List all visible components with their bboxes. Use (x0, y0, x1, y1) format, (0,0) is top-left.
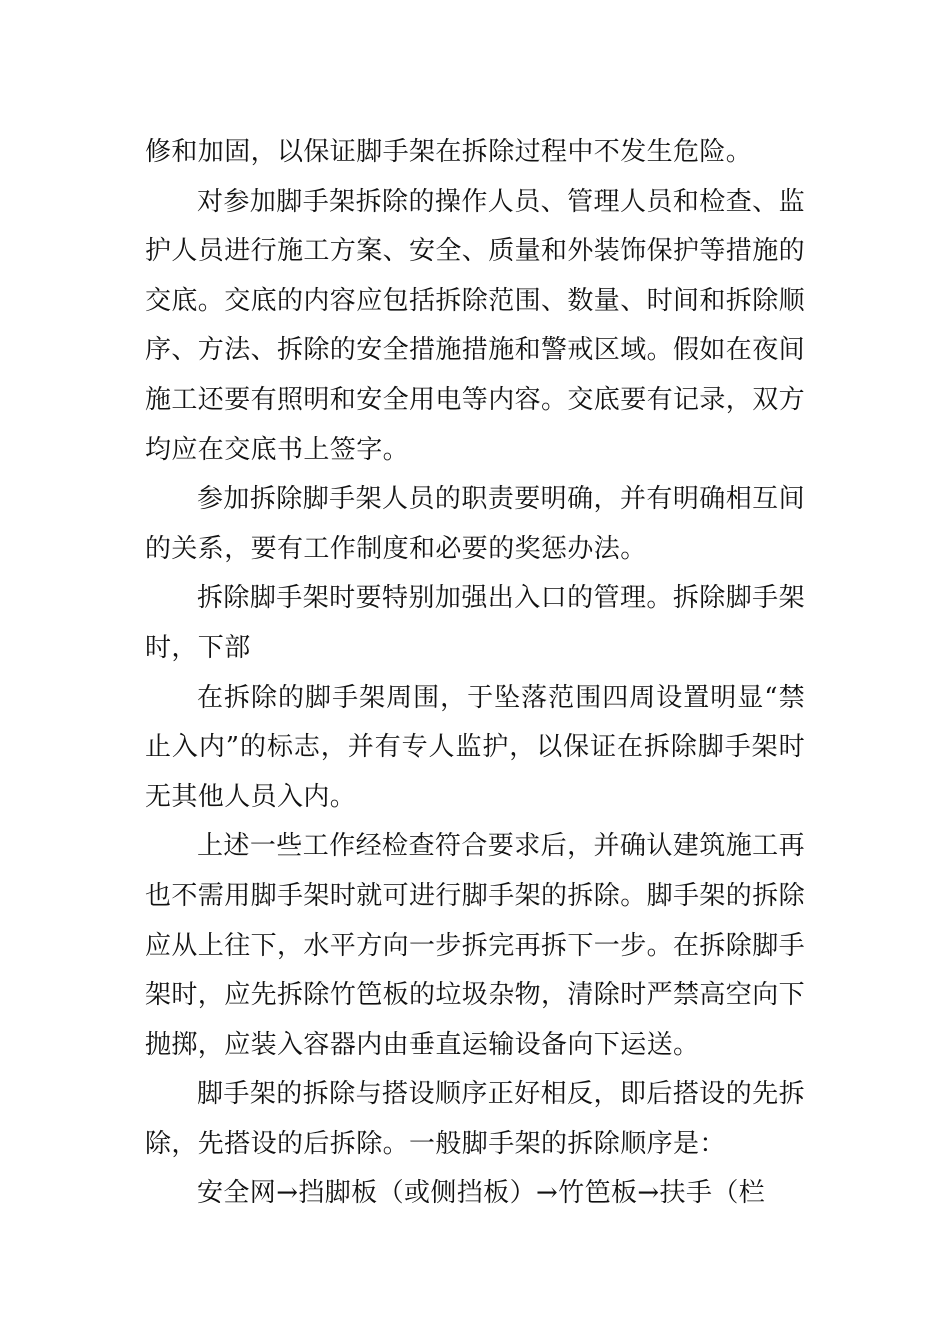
paragraph-7: 脚手架的拆除与搭设顺序正好相反，即后搭设的先拆除，先搭设的后拆除。一般脚手架的拆除顺序是： (145, 1079, 805, 1159)
paragraph-4: 拆除脚手架时要特别加强出入口的管理。拆除脚手架时，下部 (145, 583, 805, 663)
paragraph-5: 在拆除的脚手架周围，于坠落范围四周设置明显“禁止入内”的标志，并有专人监护，以保证在拆除脚手架时无其他人员入内。 (145, 682, 805, 812)
paragraph-1: 修和加固，以保证脚手架在拆除过程中不发生危险。 (145, 137, 753, 167)
body-text (145, 128, 805, 1219)
paragraph-2: 对参加脚手架拆除的操作人员、管理人员和检查、监护人员进行施工方案、安全、质量和外装饰保护等措施的交底。交底的内容应包括拆除范围、数量、时间和拆除顺序、方法、拆除的安全措施措施和警戒区域。假如在夜间施工还要有照明和安全用电等内容。交底要有记录，双方均应在交底书上签字。 (145, 186, 806, 465)
paragraph-3: 参加拆除脚手架人员的职责要明确，并有明确相互间的关系，要有工作制度和必要的奖惩办法。 (145, 484, 805, 564)
paragraph-8: 安全网→挡脚板（或侧挡板）→竹笆板→扶手（栏 (197, 1178, 766, 1209)
paragraph-6: 上述一些工作经检查符合要求后，并确认建筑施工再也不需用脚手架时就可进行脚手架的拆除。脚手架的拆除应从上往下，水平方向一步拆完再拆下一步。在拆除脚手架时，应先拆除竹笆板的垃圾杂物，清除时严禁高空向下抛掷，应装入容器内由垂直运输设备向下运送。 (145, 831, 806, 1060)
